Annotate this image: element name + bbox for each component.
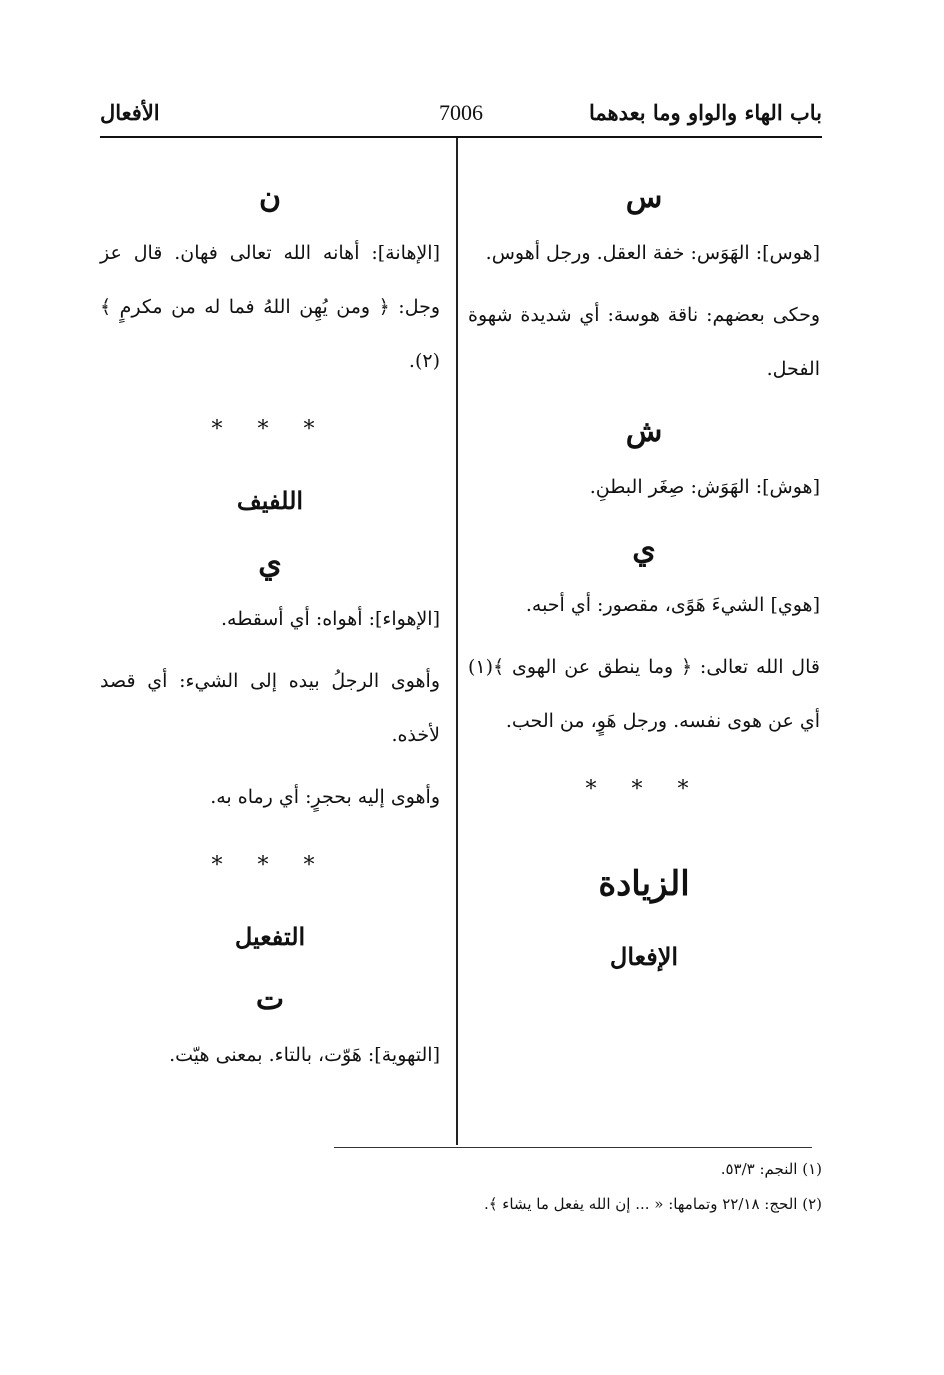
entry-hwsh: [هوش]: الهَوَش: صِغَر البطنِ. bbox=[589, 476, 820, 498]
section-title: الأفعال bbox=[100, 100, 160, 125]
section-heading-lafif: اللفيف bbox=[236, 486, 304, 515]
entry-tahwiya: [التهوية]: هَوّت، بالتاء. بمعنى هيّت. bbox=[169, 1044, 440, 1066]
letter-heading-shin: ش bbox=[625, 414, 663, 449]
section-separator-2: * * * bbox=[211, 853, 329, 878]
left-column bbox=[100, 170, 440, 1090]
section-separator: * * * bbox=[585, 777, 703, 802]
entry-ihana: [الإهانة]: أهانه الله تعالى فهان. قال عز وجل: ﴿ ومن يُهِن اللهُ فما له من مكرمٍ ﴾(٢). bbox=[100, 242, 440, 372]
footnote-rule bbox=[334, 1147, 812, 1148]
right-column bbox=[468, 170, 820, 992]
entry-ihwa-2: وأهوى الرجلُ بيده إلى الشيء: أي قصد لأخذه. bbox=[100, 670, 440, 746]
entry-ihwa: [الإهواء]: أهواه: أي أسقطه. bbox=[220, 608, 440, 630]
footnote-2: (٢) الحج: ٢٢/١٨ وتمامها: « ... إن الله يفعل ما يشاء ﴾. bbox=[483, 1195, 822, 1213]
footnote-1: (١) النجم: ٥٣/٣. bbox=[720, 1160, 822, 1178]
entry-hws-2: وحكى بعضهم: ناقة هوسة: أي شديدة شهوة الفحل. bbox=[468, 304, 820, 380]
column-divider bbox=[456, 138, 458, 1145]
page-number: 7006 bbox=[439, 100, 483, 125]
section-heading-tafil: التفعيل bbox=[234, 922, 306, 951]
chapter-title: باب الهاء والواو وما بعدهما bbox=[588, 100, 822, 125]
entry-hws: [هوس]: الهَوَس: خفة العقل. ورجل أهوس. bbox=[485, 242, 820, 264]
page-header bbox=[100, 100, 822, 134]
section-heading-ifal: الإفعال bbox=[609, 942, 679, 971]
letter-heading-ta: ت bbox=[255, 982, 285, 1017]
letter-heading-ya: ي bbox=[632, 532, 656, 567]
section-separator-1: * * * bbox=[211, 417, 329, 442]
section-heading-ziyada: الزيادة bbox=[598, 864, 690, 904]
entry-hwy-2: قال الله تعالى: ﴿ وما ينطق عن الهوى ﴾(١) أي عن هوى نفسه. ورجل هَوٍ، من الحب. bbox=[468, 656, 820, 732]
letter-heading-ya-left: ي bbox=[258, 546, 282, 581]
letter-heading-nun: ن bbox=[258, 180, 282, 215]
entry-hwy: [هوي] الشيءَ هَوًى، مقصور: أي أحبه. bbox=[525, 594, 820, 616]
entry-ihwa-3: وأهوى إليه بحجرٍ: أي رماه به. bbox=[210, 786, 440, 808]
header-rule bbox=[100, 136, 822, 138]
letter-heading-sin: س bbox=[625, 180, 663, 215]
